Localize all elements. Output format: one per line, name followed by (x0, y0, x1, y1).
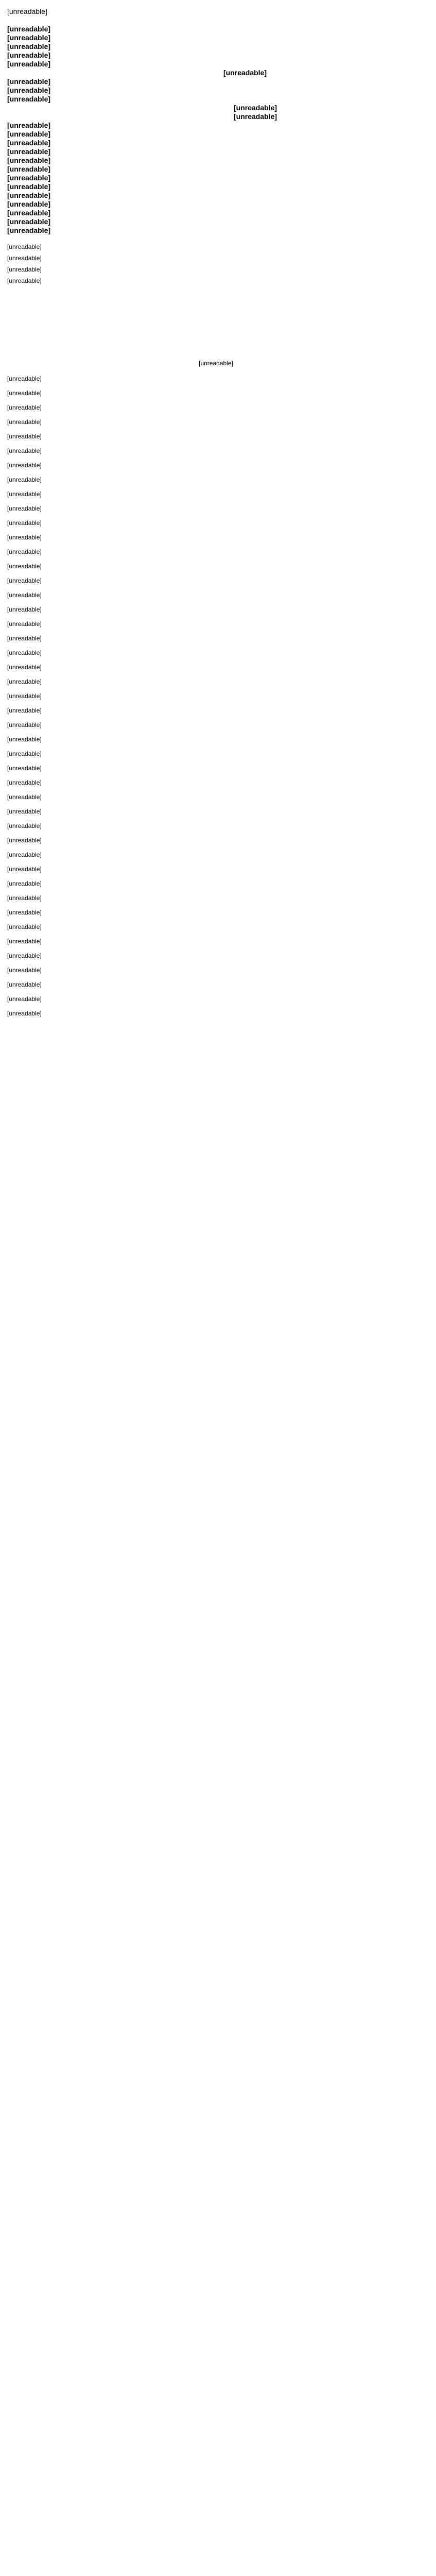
body-paragraph: [unreadable] (7, 793, 42, 801)
toc-line: [unreadable] (7, 243, 42, 250)
body-paragraph: [unreadable] (7, 433, 42, 440)
body-paragraph: [unreadable] (7, 736, 42, 743)
body-paragraph: [unreadable] (7, 577, 42, 584)
title-page-line: [unreadable] (7, 209, 51, 217)
body-paragraph: [unreadable] (7, 490, 42, 498)
title-page-line: [unreadable] (7, 77, 51, 86)
body-paragraph: [unreadable] (7, 375, 42, 382)
body-paragraph: [unreadable] (7, 923, 42, 930)
title-page-line: [unreadable] (7, 156, 51, 164)
title-page-line: [unreadable] (7, 60, 51, 68)
title-page-line: [unreadable] (7, 191, 51, 199)
toc-line: [unreadable] (7, 277, 42, 284)
body-paragraph: [unreadable] (7, 938, 42, 945)
body-paragraph: [unreadable] (7, 692, 42, 700)
title-page-line: [unreadable] (7, 51, 51, 59)
title-page-line: [unreadable] (7, 121, 51, 129)
title-page-line: [unreadable] (7, 200, 51, 208)
body-paragraph: [unreadable] (7, 389, 42, 397)
document-page (0, 0, 436, 1044)
body-paragraph: [unreadable] (7, 404, 42, 411)
body-paragraph: [unreadable] (7, 678, 42, 685)
title-page-line: [unreadable] (7, 139, 51, 147)
body-paragraph: [unreadable] (7, 1010, 42, 1017)
title-page-line: [unreadable] (7, 33, 51, 42)
body-paragraph: [unreadable] (7, 476, 42, 483)
title-page-line: [unreadable] (7, 226, 51, 234)
work-title: [unreadable] (199, 360, 233, 367)
body-paragraph: [unreadable] (7, 635, 42, 642)
body-paragraph: [unreadable] (7, 880, 42, 887)
body-paragraph: [unreadable] (7, 894, 42, 902)
body-paragraph: [unreadable] (7, 750, 42, 757)
body-paragraph: [unreadable] (7, 909, 42, 916)
body-paragraph: [unreadable] (7, 981, 42, 988)
toc-line: [unreadable] (7, 266, 42, 273)
document-title: [unreadable] (7, 7, 47, 15)
body-paragraph: [unreadable] (7, 519, 42, 527)
body-paragraph: [unreadable] (7, 462, 42, 469)
toc-line: [unreadable] (7, 255, 42, 262)
body-paragraph: [unreadable] (7, 534, 42, 541)
title-page-line: [unreadable] (234, 104, 277, 112)
body-paragraph: [unreadable] (7, 837, 42, 844)
title-page-line: [unreadable] (223, 69, 267, 77)
body-paragraph: [unreadable] (7, 447, 42, 454)
title-page-line: [unreadable] (7, 217, 51, 226)
body-paragraph: [unreadable] (7, 779, 42, 786)
body-paragraph: [unreadable] (7, 851, 42, 858)
body-paragraph: [unreadable] (7, 967, 42, 974)
title-page-line: [unreadable] (234, 112, 277, 121)
title-page-line: [unreadable] (7, 182, 51, 191)
body-paragraph: [unreadable] (7, 808, 42, 815)
document-body (7, 374, 425, 1018)
title-page-line: [unreadable] (7, 130, 51, 138)
body-paragraph: [unreadable] (7, 606, 42, 613)
body-paragraph: [unreadable] (7, 822, 42, 829)
title-page-line: [unreadable] (7, 147, 51, 156)
body-paragraph: [unreadable] (7, 563, 42, 570)
body-paragraph: [unreadable] (7, 765, 42, 772)
body-paragraph: [unreadable] (7, 649, 42, 656)
title-page-line: [unreadable] (7, 42, 51, 50)
body-paragraph: [unreadable] (7, 866, 42, 873)
title-page-line: [unreadable] (7, 174, 51, 182)
body-paragraph: [unreadable] (7, 995, 42, 1003)
title-page-line: [unreadable] (7, 86, 51, 94)
body-paragraph: [unreadable] (7, 505, 42, 512)
table-of-contents (7, 241, 425, 286)
body-paragraph: [unreadable] (7, 620, 42, 628)
body-paragraph: [unreadable] (7, 952, 42, 959)
title-page-line: [unreadable] (7, 25, 51, 33)
body-paragraph: [unreadable] (7, 548, 42, 555)
title-page (7, 25, 425, 235)
body-paragraph: [unreadable] (7, 664, 42, 671)
body-paragraph: [unreadable] (7, 721, 42, 728)
title-page-line: [unreadable] (7, 95, 51, 103)
body-paragraph: [unreadable] (7, 707, 42, 714)
body-paragraph: [unreadable] (7, 591, 42, 599)
body-paragraph: [unreadable] (7, 418, 42, 426)
title-page-line: [unreadable] (7, 165, 51, 173)
